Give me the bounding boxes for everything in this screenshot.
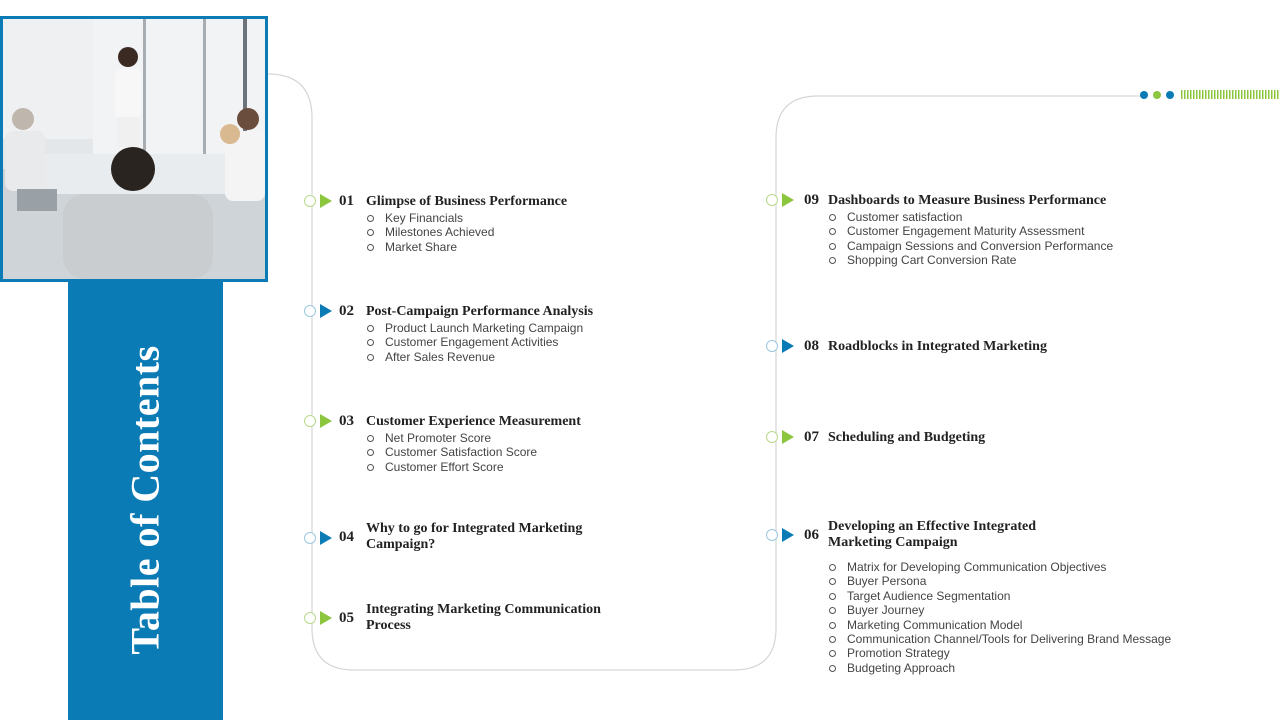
sub-item: Market Share <box>366 240 494 254</box>
marker-ring-icon <box>304 305 316 317</box>
section-heading: Scheduling and Budgeting <box>828 430 986 445</box>
decor-dot <box>1140 91 1148 99</box>
section-sublist <box>828 210 1113 268</box>
section-marker <box>766 429 800 445</box>
sub-item: Milestones Achieved <box>366 225 494 239</box>
section-number: 08 <box>804 338 819 354</box>
section-marker <box>304 303 338 319</box>
marker-ring-icon <box>304 415 316 427</box>
marker-ring-icon <box>766 431 778 443</box>
sub-item: Campaign Sessions and Conversion Performance <box>828 239 1113 253</box>
decorative-dots <box>1140 91 1174 99</box>
triangle-arrow-icon <box>782 193 794 207</box>
section-number: 07 <box>804 429 819 445</box>
sub-item: Customer Effort Score <box>366 460 537 474</box>
decor-dot <box>1166 91 1174 99</box>
sub-item: Target Audience Segmentation <box>828 589 1171 603</box>
triangle-arrow-icon <box>782 339 794 353</box>
section-sublist <box>366 211 494 254</box>
section-number: 05 <box>339 610 354 626</box>
marker-ring-icon <box>304 532 316 544</box>
section-marker <box>304 413 338 429</box>
section-marker <box>766 192 800 208</box>
section-heading: Dashboards to Measure Business Performance <box>828 193 1107 208</box>
section-number: 02 <box>339 303 354 319</box>
marker-ring-icon <box>304 612 316 624</box>
section-marker <box>304 610 338 626</box>
triangle-arrow-icon <box>320 611 332 625</box>
marker-ring-icon <box>304 195 316 207</box>
section-number: 03 <box>339 413 354 429</box>
page-title: Table of Contents <box>122 345 168 655</box>
section-heading: Customer Experience Measurement <box>366 414 581 429</box>
section-marker <box>304 193 338 209</box>
section-number: 04 <box>339 529 354 545</box>
sub-item: Communication Channel/Tools for Delivering Brand Message <box>828 632 1171 646</box>
triangle-arrow-icon <box>320 414 332 428</box>
section-heading: Post-Campaign Performance Analysis <box>366 304 594 319</box>
section-heading: Why to go for Integrated Marketing Campaign? <box>366 521 583 552</box>
decor-dot <box>1153 91 1161 99</box>
sub-item: Net Promoter Score <box>366 431 537 445</box>
section-marker <box>766 338 800 354</box>
meeting-photo <box>0 16 268 282</box>
sub-item: After Sales Revenue <box>366 350 583 364</box>
triangle-arrow-icon <box>320 531 332 545</box>
sub-item: Shopping Cart Conversion Rate <box>828 253 1113 267</box>
section-sublist <box>366 431 537 474</box>
section-heading: Glimpse of Business Performance <box>366 194 568 209</box>
sub-item: Buyer Journey <box>828 603 1171 617</box>
section-heading: Integrating Marketing Communication Process <box>366 602 601 633</box>
section-sublist <box>828 560 1171 675</box>
triangle-arrow-icon <box>782 430 794 444</box>
sub-item: Customer Engagement Activities <box>366 335 583 349</box>
marker-ring-icon <box>766 194 778 206</box>
sub-item: Product Launch Marketing Campaign <box>366 321 583 335</box>
section-sublist <box>366 321 583 364</box>
triangle-arrow-icon <box>782 528 794 542</box>
marker-ring-icon <box>766 529 778 541</box>
triangle-arrow-icon <box>320 194 332 208</box>
decorative-hatch <box>1181 90 1280 99</box>
marker-ring-icon <box>766 340 778 352</box>
sub-item: Promotion Strategy <box>828 646 1171 660</box>
section-number: 09 <box>804 192 819 208</box>
section-marker <box>304 530 338 546</box>
section-number: 01 <box>339 193 354 209</box>
sub-item: Customer Satisfaction Score <box>366 445 537 459</box>
section-marker <box>766 527 800 543</box>
sub-item: Customer Engagement Maturity Assessment <box>828 224 1113 238</box>
sub-item: Buyer Persona <box>828 574 1171 588</box>
triangle-arrow-icon <box>320 304 332 318</box>
section-heading: Roadblocks in Integrated Marketing <box>828 339 1047 354</box>
sub-item: Budgeting Approach <box>828 661 1171 675</box>
sub-item: Marketing Communication Model <box>828 618 1171 632</box>
section-number: 06 <box>804 527 819 543</box>
sub-item: Matrix for Developing Communication Objectives <box>828 560 1171 574</box>
sub-item: Key Financials <box>366 211 494 225</box>
sub-item: Customer satisfaction <box>828 210 1113 224</box>
section-heading: Developing an Effective Integrated Marketing Campaign <box>828 519 1037 550</box>
